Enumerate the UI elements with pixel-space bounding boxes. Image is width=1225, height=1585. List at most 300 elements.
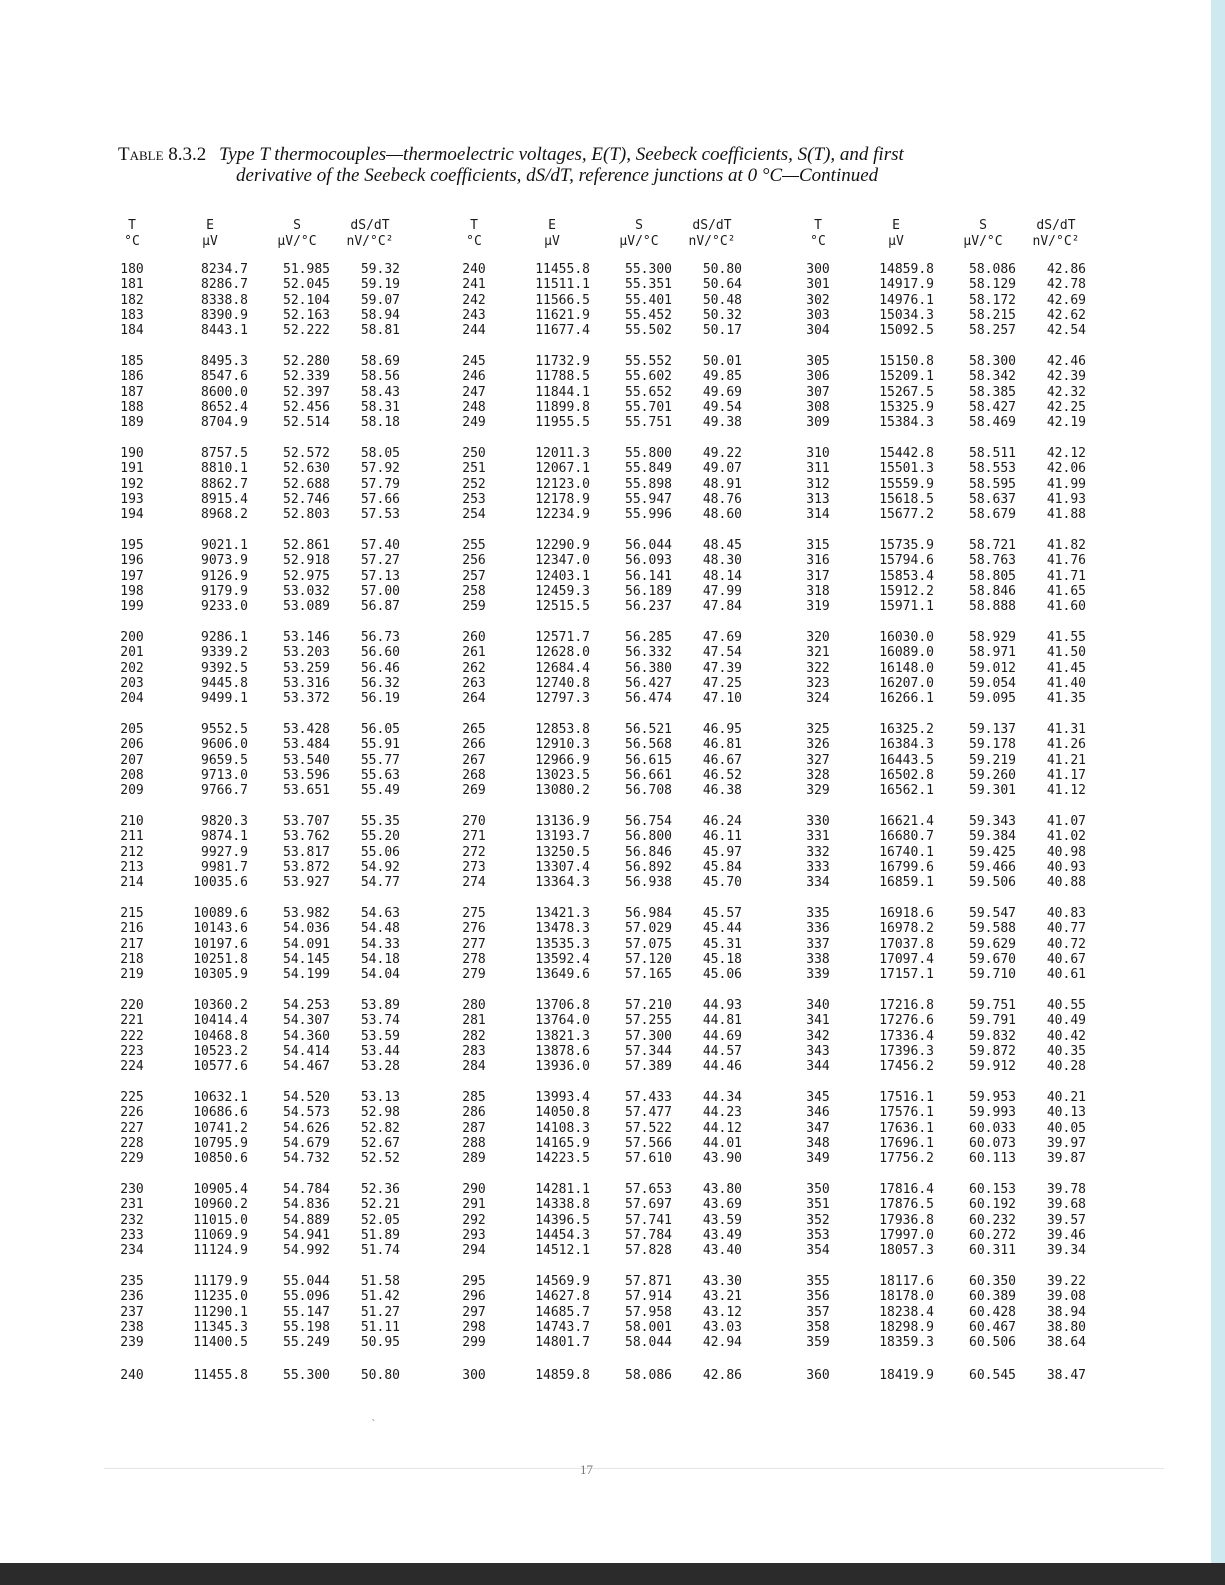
table-cell: 256	[462, 553, 486, 569]
table-cell: 9820.3	[201, 814, 248, 829]
table-cell: 16266.1	[879, 691, 934, 706]
table-cell: 41.02	[1046, 829, 1086, 845]
column-header-s-line: μV/°C	[619, 234, 659, 249]
table-cell: 15794.6	[879, 553, 934, 569]
table-cell: 11290.1	[193, 1304, 248, 1320]
table-cell: 8652.4	[201, 399, 248, 415]
table-cell: 11179.9	[193, 1274, 248, 1289]
table-cell: 43.12	[702, 1304, 742, 1320]
table-cell: 40.83	[1046, 906, 1086, 921]
table-cell: 293	[462, 1227, 486, 1243]
table-cell: 49.54	[702, 399, 742, 415]
column-header-e	[172, 218, 248, 250]
table-cell: 58.94	[360, 307, 400, 323]
table-cell: 12797.3	[535, 691, 590, 706]
table-cell: 54.307	[283, 1013, 330, 1029]
table-cell: 14627.8	[535, 1289, 590, 1305]
table-cell: 53.74	[360, 1013, 400, 1029]
table-cell: 44.23	[702, 1105, 742, 1121]
table-cell: 199	[120, 599, 144, 614]
table-cell: 60.428	[969, 1304, 1016, 1320]
table-cell: 9233.0	[201, 599, 248, 614]
table-cell: 58.637	[969, 491, 1016, 507]
table-cell: 288	[462, 1135, 486, 1151]
table-cell: 43.30	[702, 1274, 742, 1289]
table-cell: 52.918	[283, 553, 330, 569]
table-cell: 39.46	[1046, 1227, 1086, 1243]
table-cell: 15677.2	[879, 507, 934, 522]
table-cell: 52.52	[360, 1151, 400, 1166]
table-cell: 316	[806, 553, 830, 569]
table-cell: 304	[806, 323, 830, 338]
table-cell: 187	[120, 384, 144, 400]
table-cell: 12123.0	[535, 476, 590, 492]
table-cell: 56.189	[625, 583, 672, 599]
table-cell: 214	[120, 875, 144, 890]
table-cell: 52.67	[360, 1135, 400, 1151]
table-cell: 16325.2	[879, 722, 934, 737]
table-cell: 12571.7	[535, 630, 590, 645]
table-cell: 258	[462, 583, 486, 599]
table-cell: 56.800	[625, 829, 672, 845]
table-cell: 47.54	[702, 645, 742, 661]
table-cell: 349	[806, 1151, 830, 1166]
table-cell: 13649.6	[535, 967, 590, 982]
table-cell: 49.22	[702, 446, 742, 461]
table-cell: 328	[806, 767, 830, 783]
table-cell: 60.033	[969, 1120, 1016, 1136]
table-cell: 57.300	[625, 1028, 672, 1044]
table-cell: 58.679	[969, 507, 1016, 522]
table-cell: 216	[120, 921, 144, 937]
table-cell: 11235.0	[193, 1289, 248, 1305]
table-cell: 58.385	[969, 384, 1016, 400]
table-cell: 10960.2	[193, 1197, 248, 1213]
table-cell: 53.982	[283, 906, 330, 921]
table-cell: 306	[806, 369, 830, 385]
table-cell: 12853.8	[535, 722, 590, 737]
table-cell: 55.147	[283, 1304, 330, 1320]
table-cell: 247	[462, 384, 486, 400]
table-cell: 17396.3	[879, 1043, 934, 1059]
table-cell: 58.427	[969, 399, 1016, 415]
caption-line-2: derivative of the Seebeck coefficients, dS/dT, reference junctions at 0 °C—Continued	[236, 165, 879, 186]
table-cell: 43.90	[702, 1151, 742, 1166]
table-cell: 57.53	[360, 507, 400, 522]
table-cell: 180	[120, 262, 144, 277]
table-cell: 260	[462, 630, 486, 645]
table-cell: 329	[806, 783, 830, 798]
table-cell: 45.18	[702, 951, 742, 967]
table-cell: 47.25	[702, 675, 742, 691]
table-cell: 45.97	[702, 844, 742, 860]
table-cell: 59.993	[969, 1105, 1016, 1121]
table-cell: 58.595	[969, 476, 1016, 492]
table-cell: 183	[120, 307, 144, 323]
table-cell: 16562.1	[879, 783, 934, 798]
table-cell: 41.50	[1046, 645, 1086, 661]
table-cell: 11015.0	[193, 1212, 248, 1228]
table-cell: 255	[462, 538, 486, 553]
table-cell: 52.746	[283, 491, 330, 507]
table-cell: 40.67	[1046, 951, 1086, 967]
table-cell: 265	[462, 722, 486, 737]
caption-label: Table	[118, 144, 164, 165]
table-cell: 9126.9	[201, 568, 248, 584]
table-cell-continuation: 55.300	[283, 1368, 330, 1383]
table-cell: 10686.6	[193, 1105, 248, 1121]
table-cell: 15971.1	[879, 599, 934, 614]
table-cell: 54.92	[360, 859, 400, 875]
column-header-s-line: μV/°C	[963, 234, 1003, 249]
table-cell: 47.39	[702, 660, 742, 676]
table-cell: 222	[120, 1028, 144, 1044]
table-cell: 55.198	[283, 1319, 330, 1335]
table-cell: 55.552	[625, 354, 672, 369]
table-cell: 17516.1	[879, 1090, 934, 1105]
table-cell: 13878.6	[535, 1043, 590, 1059]
table-cell: 50.48	[702, 292, 742, 308]
table-cell: 10035.6	[193, 875, 248, 890]
table-cell: 182	[120, 292, 144, 308]
table-cell: 16089.0	[879, 645, 934, 661]
table-cell: 55.701	[625, 399, 672, 415]
table-cell: 332	[806, 844, 830, 860]
table-cell: 16859.1	[879, 875, 934, 890]
table-cell: 281	[462, 1013, 486, 1029]
table-cell: 51.985	[283, 262, 330, 277]
table-cell: 185	[120, 354, 144, 369]
table-cell: 44.12	[702, 1120, 742, 1136]
table-cell: 45.31	[702, 936, 742, 952]
table-cell: 9552.5	[201, 722, 248, 737]
table-cell: 14454.3	[535, 1227, 590, 1243]
table-cell: 44.46	[702, 1059, 742, 1074]
table-cell: 16621.4	[879, 814, 934, 829]
table-cell: 57.344	[625, 1043, 672, 1059]
table-cell: 10795.9	[193, 1135, 248, 1151]
table-cell: 57.075	[625, 936, 672, 952]
table-cell: 41.26	[1046, 737, 1086, 753]
table-cell: 16384.3	[879, 737, 934, 753]
table-cell: 46.95	[702, 722, 742, 737]
table-cell: 41.21	[1046, 752, 1086, 768]
table-cell: 358	[806, 1319, 830, 1335]
table-cell: 244	[462, 323, 486, 338]
table-cell: 300	[806, 262, 830, 277]
table-cell: 319	[806, 599, 830, 614]
table-cell: 8286.7	[201, 277, 248, 293]
table-cell: 54.63	[360, 906, 400, 921]
table-cell: 323	[806, 675, 830, 691]
table-cell: 205	[120, 722, 144, 737]
table-cell: 43.40	[702, 1243, 742, 1258]
table-cell: 58.511	[969, 446, 1016, 461]
table-cell: 8915.4	[201, 491, 248, 507]
column-header-e-line: E	[548, 218, 556, 233]
column-header-ds-line: nV/°C²	[1032, 234, 1080, 249]
table-cell: 273	[462, 859, 486, 875]
table-cell: 59.343	[969, 814, 1016, 829]
table-cell: 212	[120, 844, 144, 860]
table-cell: 59.547	[969, 906, 1016, 921]
table-cell: 39.34	[1046, 1243, 1086, 1258]
table-cell: 58.18	[360, 415, 400, 430]
table-cell: 333	[806, 859, 830, 875]
table-cell: 291	[462, 1197, 486, 1213]
table-cell: 353	[806, 1227, 830, 1243]
table-cell: 58.971	[969, 645, 1016, 661]
table-cell: 13307.4	[535, 859, 590, 875]
table-cell: 359	[806, 1335, 830, 1350]
column-header-ds-line: dS/dT	[350, 218, 390, 233]
table-cell: 58.846	[969, 583, 1016, 599]
table-cell: 224	[120, 1059, 144, 1074]
table-cell: 12067.1	[535, 461, 590, 477]
table-cell: 347	[806, 1120, 830, 1136]
table-cell: 9874.1	[201, 829, 248, 845]
table-cell: 53.28	[360, 1059, 400, 1074]
column-header-s	[606, 218, 672, 250]
table-cell: 54.199	[283, 967, 330, 982]
column-header-s	[264, 218, 330, 250]
table-cell: 242	[462, 292, 486, 308]
table-cell: 54.992	[283, 1243, 330, 1258]
table-cell: 50.17	[702, 323, 742, 338]
table-cell: 17276.6	[879, 1013, 934, 1029]
table-cell: 203	[120, 675, 144, 691]
table-cell: 207	[120, 752, 144, 768]
table-cell: 321	[806, 645, 830, 661]
table-cell: 8495.3	[201, 354, 248, 369]
table-block-1	[104, 218, 424, 1398]
table-cell: 49.85	[702, 369, 742, 385]
table-cell: 313	[806, 491, 830, 507]
table-cell: 56.474	[625, 691, 672, 706]
table-cell: 56.380	[625, 660, 672, 676]
table-cell: 54.253	[283, 998, 330, 1013]
table-cell: 198	[120, 583, 144, 599]
table-cell: 324	[806, 691, 830, 706]
table-cell: 59.832	[969, 1028, 1016, 1044]
table-cell: 250	[462, 446, 486, 461]
table-cell: 8810.1	[201, 461, 248, 477]
table-cell: 56.984	[625, 906, 672, 921]
table-cell: 53.146	[283, 630, 330, 645]
table-cell: 195	[120, 538, 144, 553]
table-cell: 52.514	[283, 415, 330, 430]
table-cell: 11677.4	[535, 323, 590, 338]
table-cell: 52.688	[283, 476, 330, 492]
table-cell: 47.10	[702, 691, 742, 706]
table-cell: 266	[462, 737, 486, 753]
table-cell: 219	[120, 967, 144, 982]
table-cell: 41.35	[1046, 691, 1086, 706]
table-cell: 42.46	[1046, 354, 1086, 369]
table-cell: 343	[806, 1043, 830, 1059]
table-cell: 13136.9	[535, 814, 590, 829]
table-cell: 56.87	[360, 599, 400, 614]
table-cell: 44.69	[702, 1028, 742, 1044]
table-cell: 15442.8	[879, 446, 934, 461]
column-header-s	[950, 218, 1016, 250]
table-cell: 54.18	[360, 951, 400, 967]
table-cell: 55.898	[625, 476, 672, 492]
table-cell: 55.996	[625, 507, 672, 522]
table-cell: 282	[462, 1028, 486, 1044]
table-cell: 53.596	[283, 767, 330, 783]
table-cell: 13764.0	[535, 1013, 590, 1029]
table-cell: 9927.9	[201, 844, 248, 860]
table-cell: 42.62	[1046, 307, 1086, 323]
table-cell: 234	[120, 1243, 144, 1258]
table-cell: 58.929	[969, 630, 1016, 645]
table-cell: 56.044	[625, 538, 672, 553]
table-cell: 12011.3	[535, 446, 590, 461]
table-cell: 41.12	[1046, 783, 1086, 798]
table-cell: 54.036	[283, 921, 330, 937]
table-cell: 232	[120, 1212, 144, 1228]
table-cell: 56.892	[625, 859, 672, 875]
table-cell: 13250.5	[535, 844, 590, 860]
table-cell: 57.13	[360, 568, 400, 584]
table-cell: 301	[806, 277, 830, 293]
table-cell: 42.39	[1046, 369, 1086, 385]
table-cell: 48.91	[702, 476, 742, 492]
table-cell: 338	[806, 951, 830, 967]
table-cell: 15325.9	[879, 399, 934, 415]
table-cell: 43.21	[702, 1289, 742, 1305]
table-cell: 47.84	[702, 599, 742, 614]
table-cell: 55.20	[360, 829, 400, 845]
table-cell: 8600.0	[201, 384, 248, 400]
table-cell: 58.81	[360, 323, 400, 338]
table-cell-continuation: 360	[806, 1368, 830, 1383]
table-cell: 56.615	[625, 752, 672, 768]
table-cell: 39.87	[1046, 1151, 1086, 1166]
table-cell: 56.521	[625, 722, 672, 737]
table-cell: 204	[120, 691, 144, 706]
table-cell: 341	[806, 1013, 830, 1029]
table-cell: 45.57	[702, 906, 742, 921]
table-cell: 58.763	[969, 553, 1016, 569]
table-cell: 55.751	[625, 415, 672, 430]
table-cell: 44.57	[702, 1043, 742, 1059]
table-cell: 17336.4	[879, 1028, 934, 1044]
table-cell: 56.093	[625, 553, 672, 569]
table-cell: 270	[462, 814, 486, 829]
table-cell: 217	[120, 936, 144, 952]
caption-number: 8.3.2	[168, 144, 207, 165]
table-cell: 41.07	[1046, 814, 1086, 829]
table-cell: 59.791	[969, 1013, 1016, 1029]
table-cell: 233	[120, 1227, 144, 1243]
table-cell: 18057.3	[879, 1243, 934, 1258]
column-header-t	[446, 218, 502, 250]
table-cell: 53.762	[283, 829, 330, 845]
table-cell: 331	[806, 829, 830, 845]
table-cell: 15735.9	[879, 538, 934, 553]
table-cell: 16148.0	[879, 660, 934, 676]
table-cell: 59.425	[969, 844, 1016, 860]
table-cell: 10360.2	[193, 998, 248, 1013]
table-cell: 15150.8	[879, 354, 934, 369]
table-cell: 8443.1	[201, 323, 248, 338]
table-cell: 14338.8	[535, 1197, 590, 1213]
table-cell: 284	[462, 1059, 486, 1074]
table-cell: 56.32	[360, 675, 400, 691]
table-cell: 16443.5	[879, 752, 934, 768]
table-cell: 57.165	[625, 967, 672, 982]
table-cell: 342	[806, 1028, 830, 1044]
table-cell: 11511.1	[535, 277, 590, 293]
table-cell: 42.54	[1046, 323, 1086, 338]
table-cell: 57.433	[625, 1090, 672, 1105]
table-cell-continuation: 14859.8	[535, 1368, 590, 1383]
table-cell: 57.00	[360, 583, 400, 599]
table-cell: 13080.2	[535, 783, 590, 798]
table-cell: 221	[120, 1013, 144, 1029]
table-cell: 54.467	[283, 1059, 330, 1074]
table-cell: 215	[120, 906, 144, 921]
table-cell: 41.45	[1046, 660, 1086, 676]
table-cell: 16030.0	[879, 630, 934, 645]
table-cell: 54.33	[360, 936, 400, 952]
table-cell: 51.58	[360, 1274, 400, 1289]
table-cell: 46.81	[702, 737, 742, 753]
table-cell: 11899.8	[535, 399, 590, 415]
table-cell: 17037.8	[879, 936, 934, 952]
table-cell: 41.60	[1046, 599, 1086, 614]
column-header-t-line: °C	[466, 234, 482, 249]
table-cell: 59.506	[969, 875, 1016, 890]
column-header-t	[790, 218, 846, 250]
table-cell: 45.84	[702, 859, 742, 875]
table-cell: 54.573	[283, 1105, 330, 1121]
table-cell: 40.42	[1046, 1028, 1086, 1044]
table-cell: 53.927	[283, 875, 330, 890]
table-cell: 9713.0	[201, 767, 248, 783]
table-cell: 10905.4	[193, 1182, 248, 1197]
table-cell: 345	[806, 1090, 830, 1105]
table-caption	[118, 144, 1108, 186]
table-cell: 55.602	[625, 369, 672, 385]
table-cell: 60.153	[969, 1182, 1016, 1197]
table-cell: 60.113	[969, 1151, 1016, 1166]
caption-line-1: Type T thermocouples—thermoelectric voltages, E(T), Seebeck coefficients, S(T), and first	[219, 144, 904, 165]
column-header-ds-line: dS/dT	[692, 218, 732, 233]
table-cell: 12290.9	[535, 538, 590, 553]
table-cell: 53.540	[283, 752, 330, 768]
table-cell: 11955.5	[535, 415, 590, 430]
table-cell: 8234.7	[201, 262, 248, 277]
column-header-s-line: μV/°C	[277, 234, 317, 249]
table-cell: 294	[462, 1243, 486, 1258]
table-cell: 15618.5	[879, 491, 934, 507]
table-cell: 57.27	[360, 553, 400, 569]
table-block-3	[790, 218, 1110, 1398]
table-cell: 59.466	[969, 859, 1016, 875]
column-header-t-line: °C	[124, 234, 140, 249]
table-cell: 59.178	[969, 737, 1016, 753]
table-cell: 56.846	[625, 844, 672, 860]
table-cell: 41.71	[1046, 568, 1086, 584]
table-cell: 8338.8	[201, 292, 248, 308]
table-cell: 46.52	[702, 767, 742, 783]
table-cell: 59.07	[360, 292, 400, 308]
table-cell: 59.872	[969, 1043, 1016, 1059]
table-cell: 289	[462, 1151, 486, 1166]
